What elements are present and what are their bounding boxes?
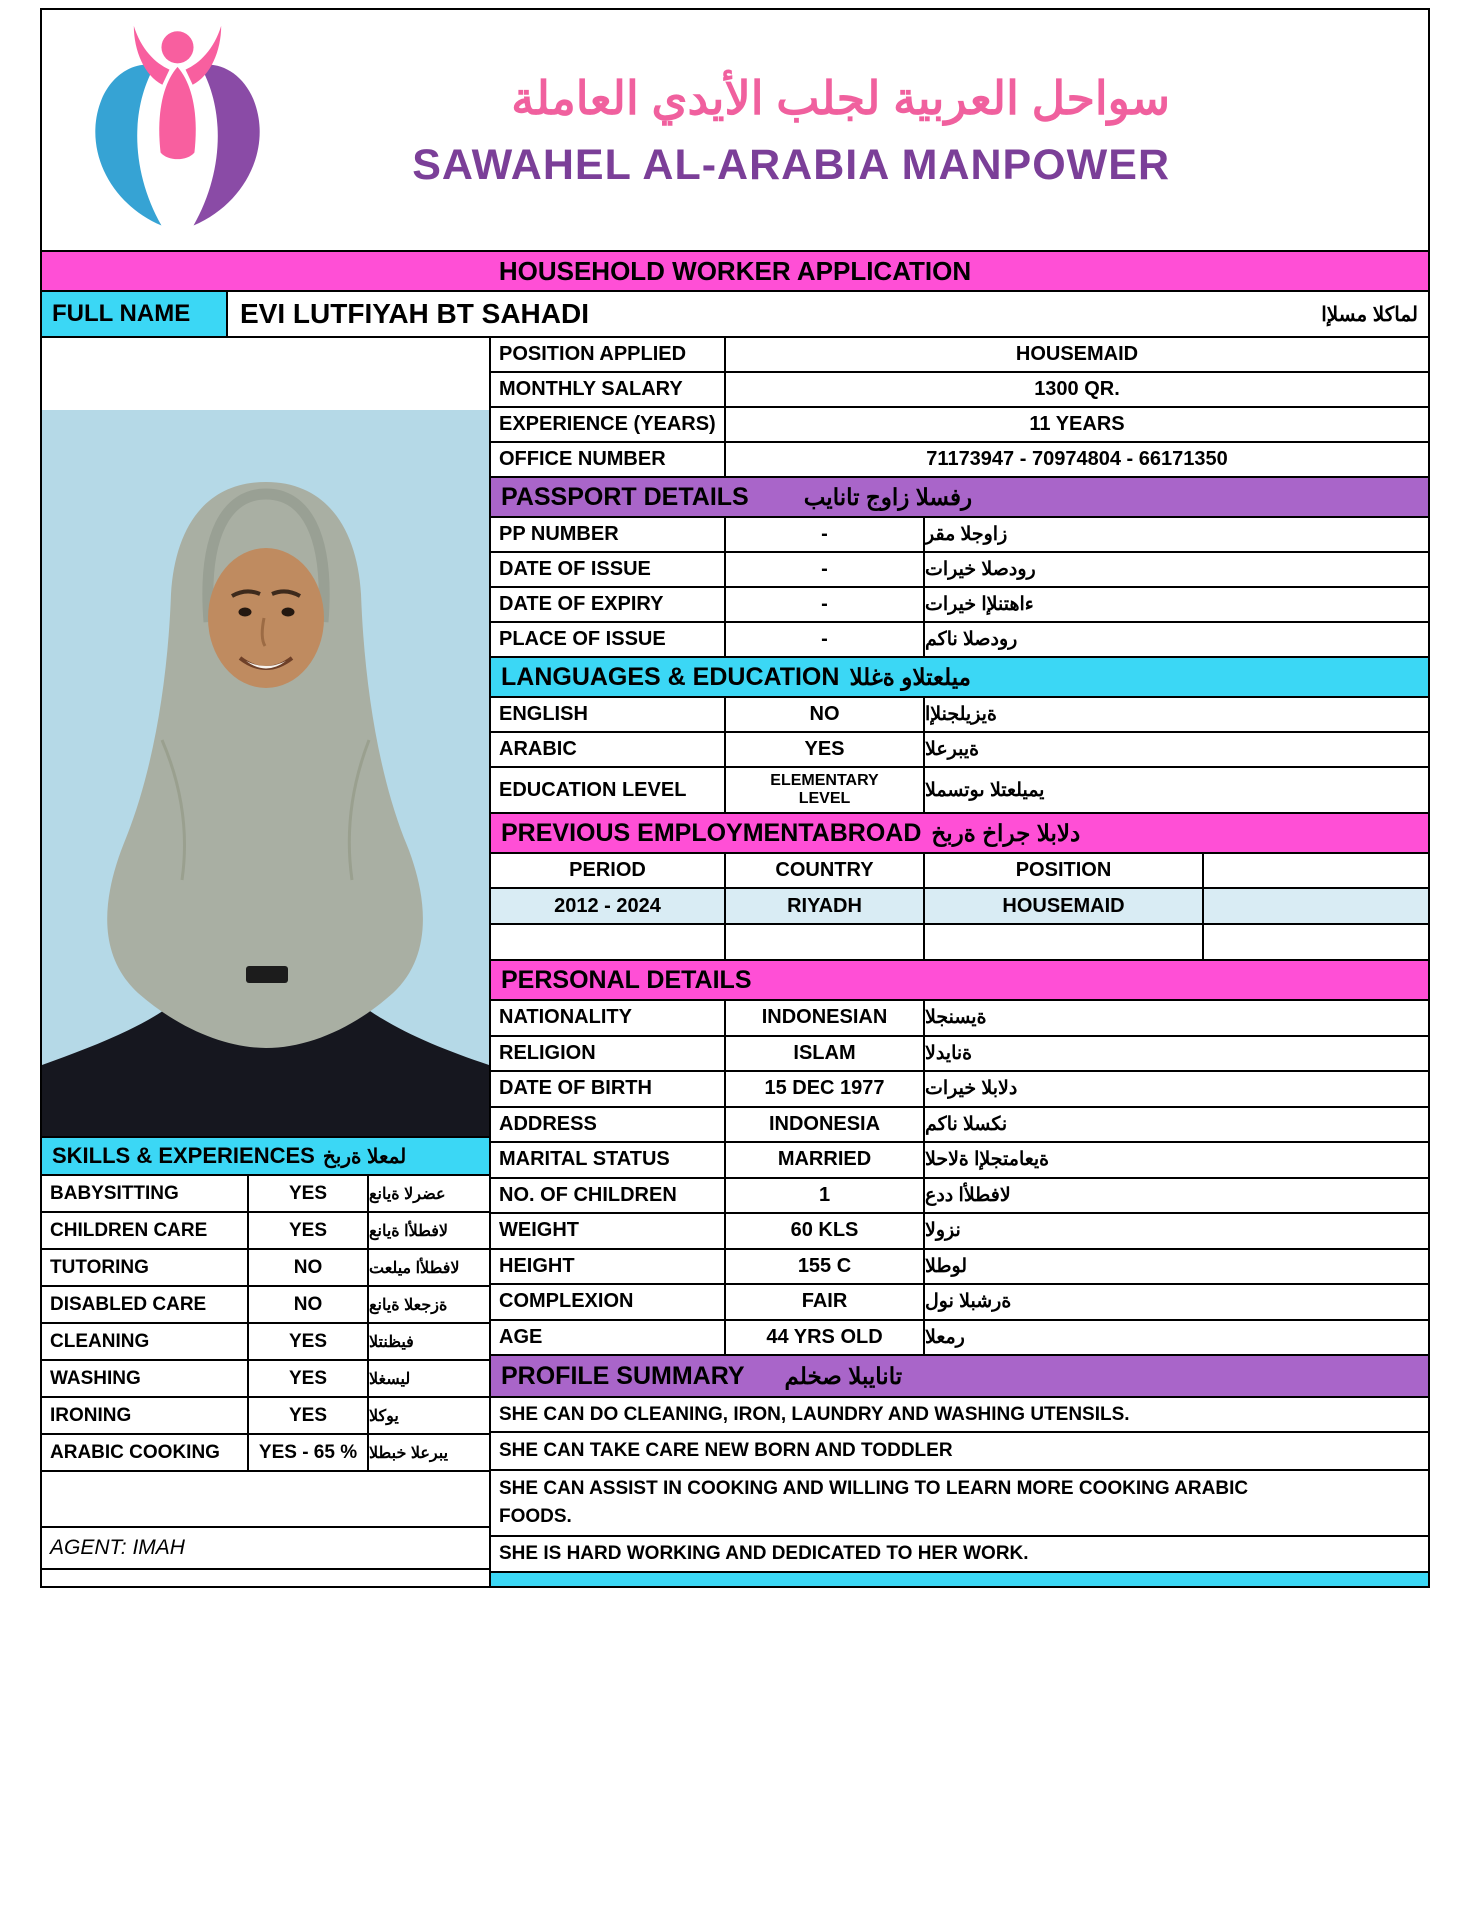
language-row-arabic (491, 733, 1428, 768)
skill-row-babysitting (42, 1176, 489, 1213)
info-row-monthly-salary (491, 373, 1428, 408)
personal-value: 1 (726, 1179, 925, 1213)
skill-arabic-label: عضرلا ةيانع (369, 1185, 446, 1203)
languages-section-banner (491, 658, 1428, 698)
profile-line (491, 1398, 1428, 1433)
skills-section-banner (42, 1136, 489, 1176)
personal-row-weight (491, 1214, 1428, 1250)
company-logo (42, 20, 312, 240)
passport-row-pp-number (491, 518, 1428, 553)
skill-arabic-label: فيظنتلا (369, 1333, 414, 1351)
passport-section-banner (491, 478, 1428, 518)
language-arabic-label: ةيبرعلا (925, 739, 980, 760)
employment-position: HOUSEMAID (925, 889, 1204, 923)
personal-section-banner (491, 961, 1428, 1001)
skill-row-cleaning (42, 1324, 489, 1361)
info-label: POSITION APPLIED (491, 338, 726, 371)
profile-line (491, 1537, 1428, 1573)
personal-arabic-label: نزولا (925, 1220, 961, 1242)
info-label: OFFICE NUMBER (491, 443, 726, 476)
personal-value: INDONESIAN (726, 1001, 925, 1035)
employment-header-period: PERIOD (491, 854, 726, 887)
personal-row-height (491, 1250, 1428, 1286)
info-row-position-applied (491, 338, 1428, 373)
info-row-office-number (491, 443, 1428, 478)
passport-arabic-label: رودصلا ناكم (925, 629, 1018, 650)
passport-section-title-arabic: رفسلا زاوج تانايب (803, 483, 973, 510)
application-title-banner (42, 250, 1428, 292)
languages-section-title: LANGUAGES & EDUCATION (501, 662, 840, 691)
passport-section-title: PASSPORT DETAILS (501, 482, 749, 511)
language-value: NO (726, 698, 925, 731)
bottom-accent-strip (491, 1573, 1428, 1586)
skill-arabic-label: لافطلأا ميلعت (369, 1259, 460, 1277)
skill-arabic-label: ةزجعلا ةيانع (369, 1296, 448, 1314)
info-value: 1300 QR. (1034, 378, 1120, 400)
personal-row-complexion (491, 1285, 1428, 1321)
right-column (491, 338, 1428, 1586)
personal-row-religion (491, 1037, 1428, 1073)
personal-row-marital-status (491, 1143, 1428, 1179)
personal-row-nationality (491, 1001, 1428, 1037)
profile-text: SHE CAN DO CLEANING, IRON, LAUNDRY AND WASHING UTENSILS. (499, 1403, 1130, 1425)
info-value: 71173947 - 70974804 - 66171350 (926, 448, 1228, 470)
personal-value: 155 C (726, 1250, 925, 1284)
education-value: ELEMENTARY LEVEL (726, 768, 925, 812)
personal-value: 15 DEC 1977 (726, 1072, 925, 1106)
employment-header-position: POSITION (925, 854, 1204, 887)
passport-label: PLACE OF ISSUE (491, 623, 726, 656)
agent-row (42, 1526, 489, 1570)
skill-arabic-label: يوكلا (369, 1407, 399, 1425)
personal-label: HEIGHT (491, 1250, 726, 1284)
form-body (42, 338, 1428, 1586)
passport-value: - (726, 623, 925, 656)
education-label: EDUCATION LEVEL (491, 768, 726, 812)
skill-label: IRONING (42, 1398, 249, 1433)
passport-arabic-label: ءاهتنلإا خيرات (925, 594, 1034, 615)
company-english-title: SAWAHEL AL-ARABIA MANPOWER (412, 141, 1170, 190)
personal-value: 60 KLS (726, 1214, 925, 1248)
skill-row-arabic-cooking (42, 1435, 489, 1472)
employment-row-empty (491, 925, 1428, 961)
employment-header-empty (1204, 854, 1428, 887)
skill-row-tutoring (42, 1250, 489, 1287)
personal-row-children (491, 1179, 1428, 1215)
personal-value: MARRIED (726, 1143, 925, 1177)
skill-arabic-label: لافطلأا ةيانع (369, 1222, 449, 1240)
full-name-value: EVI LUTFIYAH BT SAHADI (240, 298, 589, 329)
profile-text: SHE IS HARD WORKING AND DEDICATED TO HER WORK. (499, 1543, 1029, 1564)
personal-label: COMPLEXION (491, 1285, 726, 1319)
left-bottom-spacer (42, 1570, 489, 1586)
employment-empty-cell (1204, 925, 1428, 959)
skill-value: YES (249, 1176, 369, 1211)
info-row-experience (491, 408, 1428, 443)
profile-section-title: PROFILE SUMMARY (501, 1361, 745, 1390)
employment-header-country: COUNTRY (726, 854, 925, 887)
skill-value: YES (249, 1398, 369, 1433)
passport-row-place-of-issue (491, 623, 1428, 658)
skills-section-title: SKILLS & EXPERIENCES (52, 1143, 315, 1168)
personal-arabic-label: ةيسنجلا (925, 1007, 987, 1029)
personal-section-title: PERSONAL DETAILS (501, 965, 752, 994)
employment-position (925, 925, 1204, 959)
profile-line (491, 1471, 1428, 1537)
empty-cell (42, 1472, 489, 1526)
info-label: MONTHLY SALARY (491, 373, 726, 406)
people-figures-logo-icon (75, 20, 280, 240)
profile-text: SHE CAN ASSIST IN COOKING AND WILLING TO LEARN MORE COOKING ARABIC FOODS. (499, 1478, 1249, 1527)
employment-section-banner (491, 814, 1428, 854)
full-name-arabic-label: لماكلا مسلإا (1321, 303, 1418, 326)
info-value: HOUSEMAID (1015, 343, 1139, 365)
full-name-label: FULL NAME (42, 292, 228, 336)
skill-row-children-care (42, 1213, 489, 1250)
skill-value: YES - 65 % (249, 1435, 369, 1470)
profile-line (491, 1433, 1428, 1471)
personal-arabic-label: نكسلا ناكم (925, 1113, 1008, 1135)
passport-label: PP NUMBER (491, 518, 726, 551)
skill-label: ARABIC COOKING (42, 1435, 249, 1470)
skill-arabic-label: ليسغلا (369, 1370, 411, 1388)
employment-section-title-arabic: دلابلا جراخ ةربخ (931, 819, 1081, 846)
profile-text: SHE CAN TAKE CARE NEW BORN AND TODDLER (499, 1440, 953, 1461)
left-column (42, 338, 491, 1586)
employment-empty-cell (1204, 889, 1428, 923)
skill-arabic-label: يبرعلا خبطلا (369, 1444, 449, 1462)
skill-row-ironing (42, 1398, 489, 1435)
info-value: 11 YEARS (1029, 413, 1125, 435)
employment-country: RIYADH (726, 889, 925, 923)
personal-value: FAIR (726, 1285, 925, 1319)
personal-row-age (491, 1321, 1428, 1357)
personal-arabic-label: دلابلا خيرات (925, 1078, 1018, 1100)
passport-row-date-of-issue (491, 553, 1428, 588)
passport-arabic-label: زاوجلا مقر (925, 524, 1008, 545)
language-arabic-label: ةيزيلجنلإا (925, 704, 997, 725)
employment-row (491, 889, 1428, 925)
education-level-row (491, 768, 1428, 814)
employment-section-title: PREVIOUS EMPLOYMENTABROAD (501, 818, 922, 847)
language-label: ENGLISH (491, 698, 726, 731)
personal-value: INDONESIA (726, 1108, 925, 1142)
photo-top-spacer (42, 338, 489, 410)
personal-value: 44 YRS OLD (726, 1321, 925, 1355)
employment-header-row (491, 854, 1428, 889)
passport-row-date-of-expiry (491, 588, 1428, 623)
personal-arabic-label: ةرشبلا نول (925, 1291, 1012, 1313)
skill-value: YES (249, 1213, 369, 1248)
employment-country (726, 925, 925, 959)
languages-section-title-arabic: ميلعتلاو ةغللا (849, 663, 971, 690)
personal-row-address (491, 1108, 1428, 1144)
language-row-english (491, 698, 1428, 733)
passport-value: - (726, 518, 925, 551)
personal-arabic-label: ةيعامتجلإا ةلاحلا (925, 1149, 1050, 1171)
profile-section-title-arabic: تانايبلا صخلم (784, 1362, 903, 1389)
education-arabic-label: يميلعتلا ىوتسملا (925, 779, 1045, 801)
skills-section-title-arabic: لمعلا ةربخ (322, 1145, 407, 1168)
personal-label: WEIGHT (491, 1214, 726, 1248)
personal-arabic-label: لافطلأا ددع (925, 1184, 1011, 1206)
full-name-row (42, 292, 1428, 338)
personal-label: AGE (491, 1321, 726, 1355)
header (42, 10, 1428, 250)
application-form (40, 8, 1430, 1588)
language-value: YES (726, 733, 925, 766)
passport-arabic-label: رودصلا خيرات (925, 559, 1036, 580)
personal-arabic-label: رمعلا (925, 1326, 965, 1348)
skill-label: CLEANING (42, 1324, 249, 1359)
skill-value: NO (249, 1250, 369, 1285)
personal-arabic-label: لوطلا (925, 1255, 968, 1277)
skill-value: YES (249, 1324, 369, 1359)
personal-arabic-label: ةنايدلا (925, 1042, 973, 1064)
language-label: ARABIC (491, 733, 726, 766)
passport-label: DATE OF EXPIRY (491, 588, 726, 621)
skill-label: WASHING (42, 1361, 249, 1396)
company-arabic-title: سواحل العربية لجلب الأيدي العاملة (511, 71, 1170, 124)
info-label: EXPERIENCE (YEARS) (491, 408, 726, 441)
applicant-photo (42, 410, 489, 1136)
passport-value: - (726, 588, 925, 621)
passport-label: DATE OF ISSUE (491, 553, 726, 586)
skill-label: BABYSITTING (42, 1176, 249, 1211)
personal-row-date-of-birth (491, 1072, 1428, 1108)
skill-row-washing (42, 1361, 489, 1398)
skill-label: TUTORING (42, 1250, 249, 1285)
passport-value: - (726, 553, 925, 586)
personal-label: NO. OF CHILDREN (491, 1179, 726, 1213)
employment-period (491, 925, 726, 959)
skill-value: YES (249, 1361, 369, 1396)
agent-name: AGENT: IMAH (50, 1536, 185, 1559)
profile-section-banner (491, 1356, 1428, 1398)
skill-label: DISABLED CARE (42, 1287, 249, 1322)
personal-value: ISLAM (726, 1037, 925, 1071)
application-title: HOUSEHOLD WORKER APPLICATION (498, 255, 972, 286)
company-titles (312, 70, 1428, 191)
personal-label: MARITAL STATUS (491, 1143, 726, 1177)
personal-label: NATIONALITY (491, 1001, 726, 1035)
personal-label: RELIGION (491, 1037, 726, 1071)
skill-label: CHILDREN CARE (42, 1213, 249, 1248)
employment-period: 2012 - 2024 (491, 889, 726, 923)
skill-value: NO (249, 1287, 369, 1322)
personal-label: ADDRESS (491, 1108, 726, 1142)
personal-label: DATE OF BIRTH (491, 1072, 726, 1106)
skill-row-disabled-care (42, 1287, 489, 1324)
